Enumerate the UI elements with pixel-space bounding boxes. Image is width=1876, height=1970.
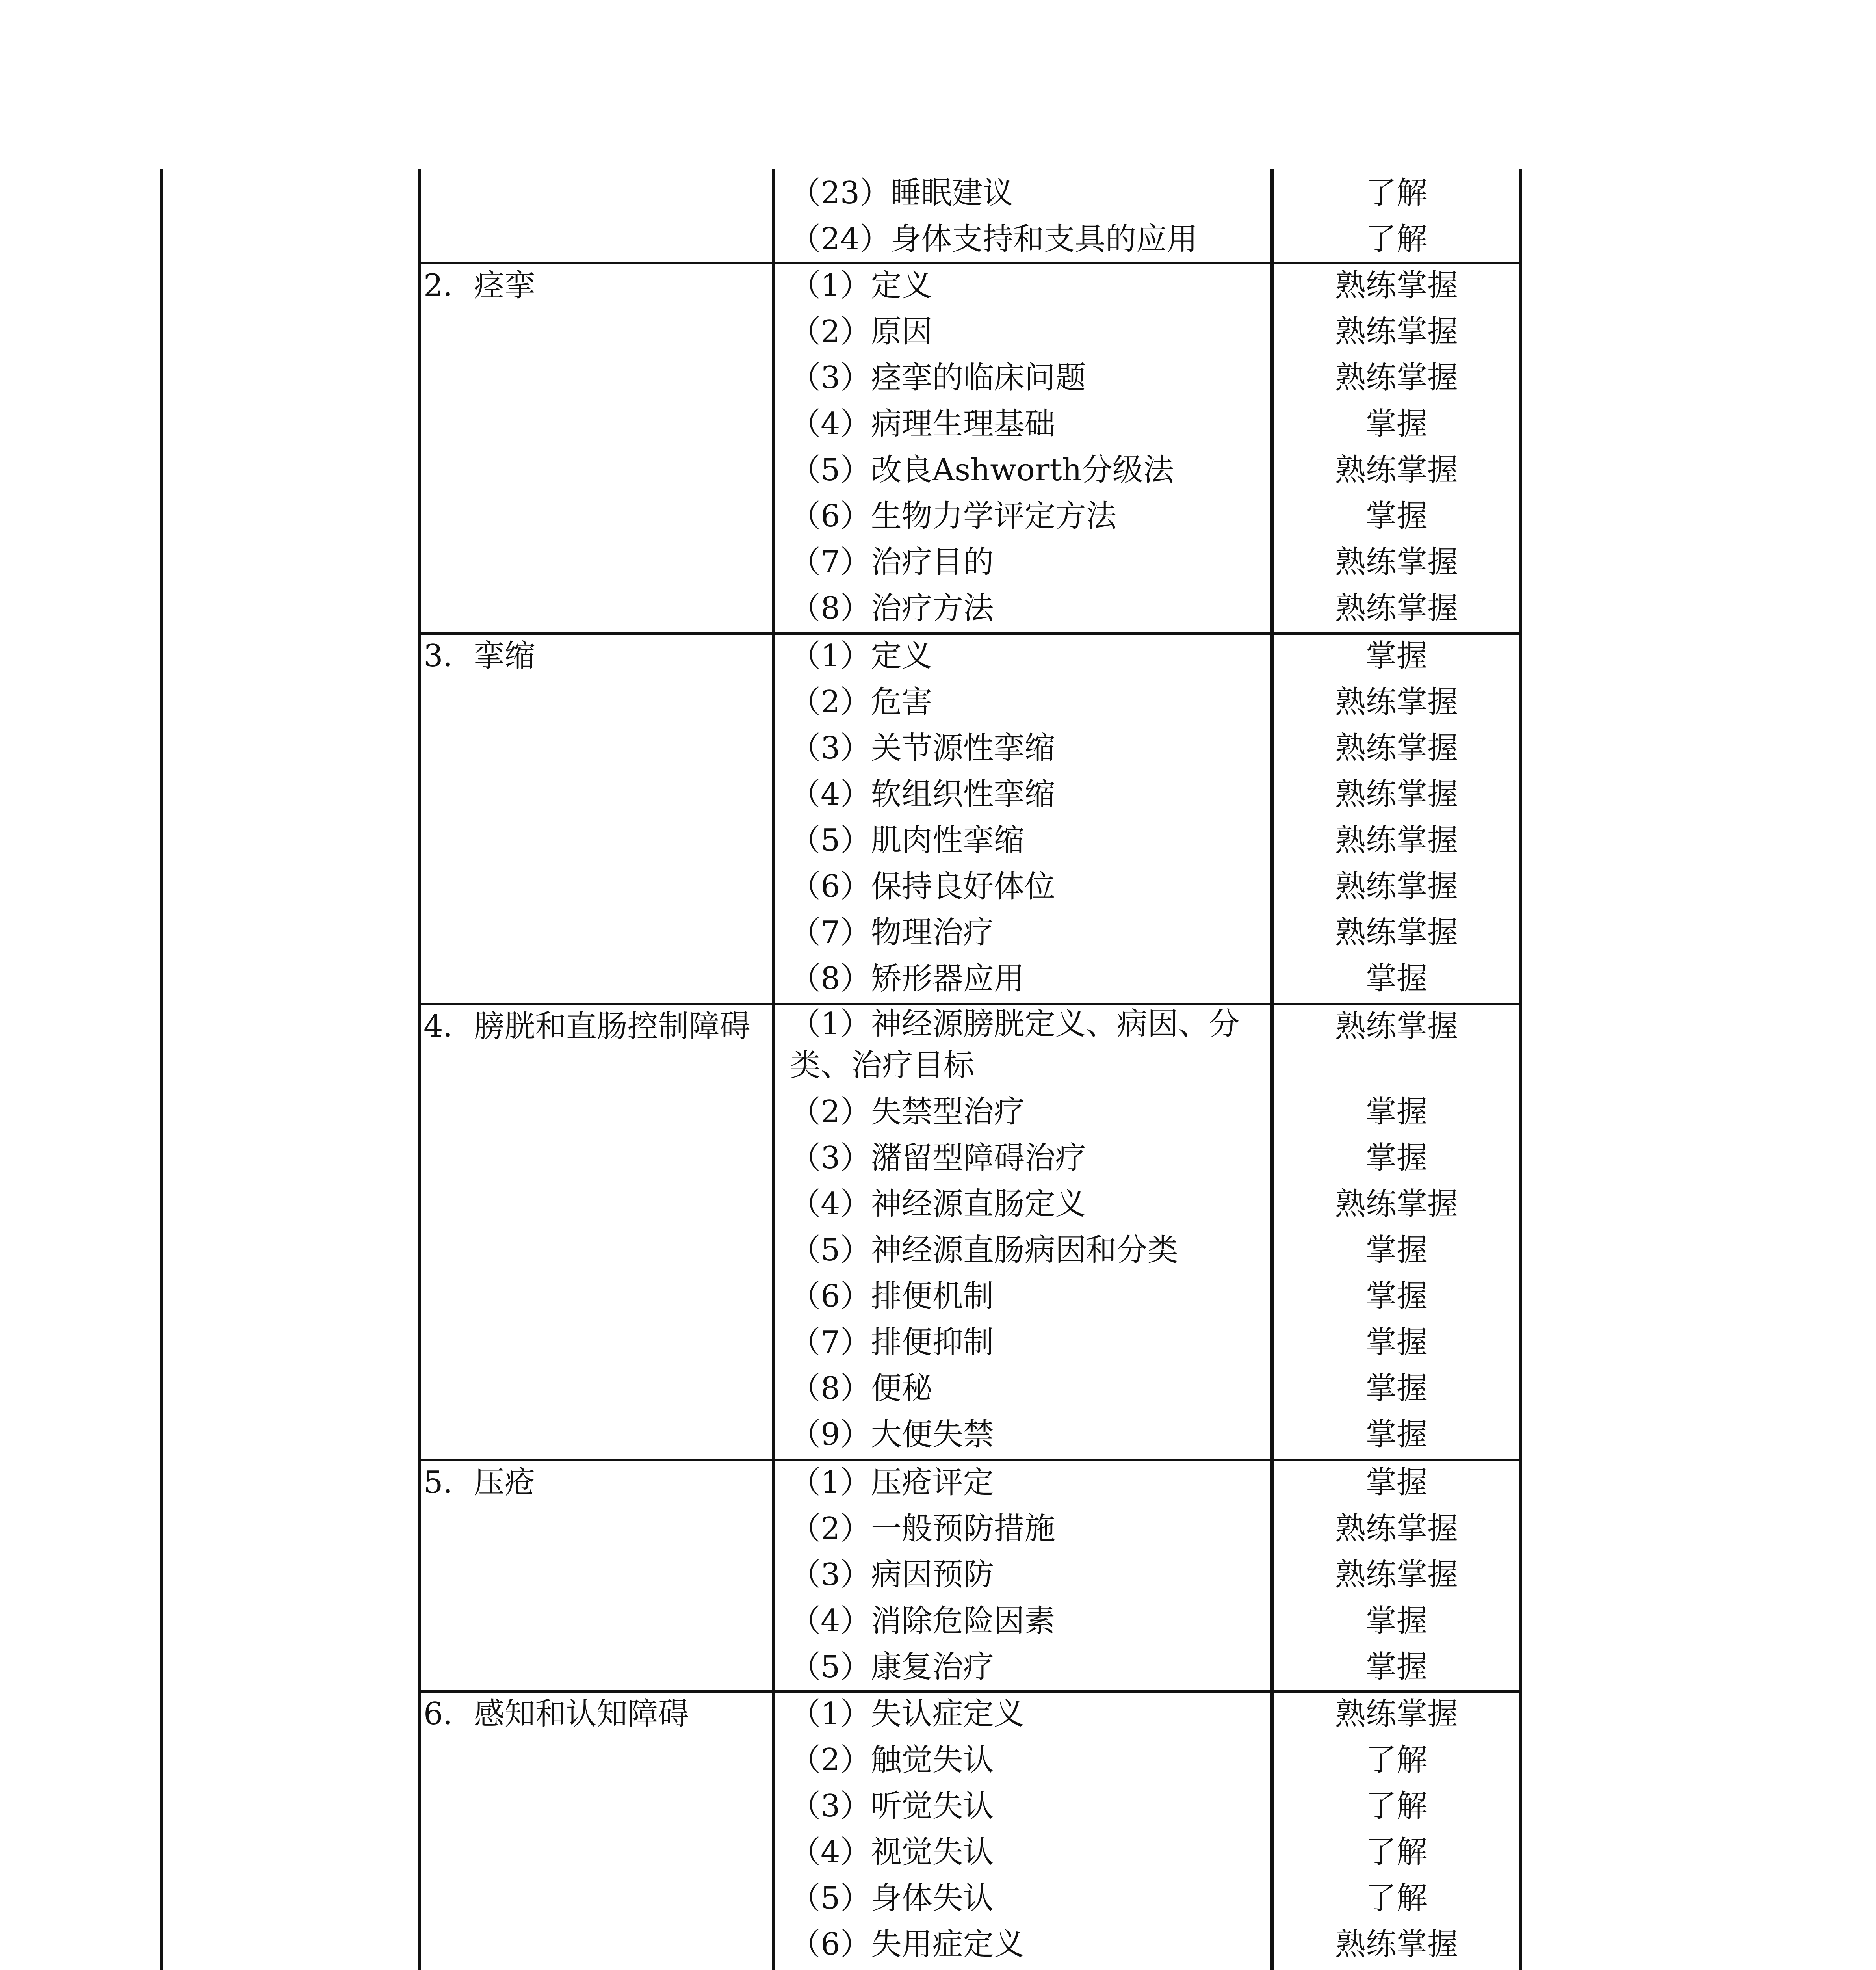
table-item-level: 熟练掌握	[1335, 915, 1458, 950]
table-item-label: （4）消除危险因素	[790, 1603, 1055, 1639]
table-item-label: （3）病因预防	[790, 1557, 994, 1593]
table-item-level: 掌握	[1365, 1603, 1427, 1639]
table-item-level: 掌握	[1365, 498, 1427, 534]
table-item-level: 了解	[1365, 1881, 1427, 1916]
table-item-level: 掌握	[1365, 961, 1427, 996]
table-item-label: （6）生物力学评定方法	[790, 498, 1117, 534]
table-item-level: 掌握	[1365, 1140, 1427, 1176]
table-item-label: （4）神经源直肠定义	[790, 1186, 1086, 1222]
table-item-label: （3）关节源性挛缩	[790, 730, 1055, 766]
table-item-label: （6）失用症定义	[790, 1927, 1025, 1962]
table-item-level: 熟练掌握	[1335, 314, 1458, 349]
table-item-level: 熟练掌握	[1335, 1186, 1458, 1222]
table-topic: 5．压疮	[423, 1465, 535, 1500]
table-item-level: 掌握	[1365, 1417, 1427, 1452]
table-item-level: 熟练掌握	[1335, 823, 1458, 858]
table-item-level: 熟练掌握	[1335, 1696, 1458, 1732]
table-item-label: （1）压疮评定	[790, 1465, 994, 1500]
table-item-level: 熟练掌握	[1335, 684, 1458, 720]
table-item-label: （9）大便失禁	[790, 1417, 994, 1452]
table-item-label: （2）危害	[790, 684, 932, 720]
table-topic: 3．挛缩	[423, 638, 535, 674]
column-divider-topic	[418, 169, 421, 1970]
table-item-label: （2）失禁型治疗	[790, 1094, 1025, 1130]
table-item-level: 了解	[1365, 175, 1427, 211]
table-item-level: 了解	[1365, 1742, 1427, 1778]
table-item-label: （2）一般预防措施	[790, 1511, 1055, 1546]
table-item-label: （4）病理生理基础	[790, 406, 1055, 442]
table-item-level: 熟练掌握	[1335, 1927, 1458, 1962]
table-item-level: 熟练掌握	[1335, 1009, 1458, 1044]
table-item-label: （5）改良Ashworth分级法	[790, 452, 1174, 488]
table-item-level: 掌握	[1365, 1649, 1427, 1685]
table-item-label: （2）原因	[790, 314, 932, 349]
table-topic: 6．感知和认知障碍	[423, 1696, 689, 1732]
table-item-label: （4）软组织性挛缩	[790, 777, 1055, 812]
column-divider-level	[1270, 169, 1274, 1970]
table-topic: 2．痉挛	[423, 268, 535, 303]
table-item-level: 熟练掌握	[1335, 730, 1458, 766]
table-item-label: （8）治疗方法	[790, 591, 994, 626]
table-item-label: （1）定义	[790, 268, 932, 303]
table-item-level: 了解	[1365, 221, 1427, 257]
table-item-level: 掌握	[1365, 1371, 1427, 1406]
table-item-label: （24）身体支持和支具的应用	[790, 221, 1198, 257]
table-item-label: （3）潴留型障碍治疗	[790, 1140, 1086, 1176]
table-item-level: 熟练掌握	[1335, 777, 1458, 812]
table-item-label: （5）康复治疗	[790, 1649, 994, 1685]
table-item-label	[790, 1968, 1086, 1970]
table-item-level: 熟练掌握	[1335, 452, 1458, 488]
table-item-label: （3）痉挛的临床问题	[790, 360, 1086, 396]
table-item-label: （7）排便抑制	[790, 1325, 994, 1360]
table-item-level: 掌握	[1365, 638, 1427, 674]
table-item-level	[1274, 1968, 1519, 1970]
table-item-label: （4）视觉失认	[790, 1834, 994, 1870]
table-item-level: 掌握	[1365, 1279, 1427, 1314]
table-item-label: （5）肌肉性挛缩	[790, 823, 1025, 858]
table-item-level: 掌握	[1365, 1232, 1427, 1268]
column-divider-item	[772, 169, 775, 1970]
table-item-label: （2）触觉失认	[790, 1742, 994, 1778]
table-item-level: 熟练掌握	[1335, 268, 1458, 303]
table-item-label: （1）神经源膀胱定义、病因、分类、治疗目标	[790, 1006, 1240, 1083]
table-item-label: （6）排便机制	[790, 1279, 994, 1314]
table-item-level: 熟练掌握	[1335, 869, 1458, 904]
table-item-level: 掌握	[1365, 1094, 1427, 1130]
table-item-label: （1）失认症定义	[790, 1696, 1025, 1732]
table-item-level: 了解	[1365, 1788, 1427, 1824]
table-item-label: （5）神经源直肠病因和分类	[790, 1232, 1178, 1268]
table-topic: 4．膀胱和直肠控制障碍	[423, 1009, 750, 1044]
outer-left-border	[160, 169, 163, 1970]
table-item-level: 熟练掌握	[1335, 1511, 1458, 1546]
table-item-level: 熟练掌握	[1335, 591, 1458, 626]
table-item-label: （7）物理治疗	[790, 915, 994, 950]
outer-right-border	[1519, 169, 1522, 1970]
table-item-label: （3）听觉失认	[790, 1788, 994, 1824]
table-item-label: （5）身体失认	[790, 1881, 994, 1916]
table-item-label: （1）定义	[790, 638, 932, 674]
table-item-level: 掌握	[1365, 1325, 1427, 1360]
table-item-level: 掌握	[1365, 406, 1427, 442]
table-item-label: （8）便秘	[790, 1371, 932, 1406]
table-item-level: 熟练掌握	[1335, 1557, 1458, 1593]
table-item-level: 熟练掌握	[1335, 360, 1458, 396]
table-item-label: （8）矫形器应用	[790, 961, 1025, 996]
table-item-label: （23）睡眠建议	[790, 175, 1014, 211]
table-item-level: 熟练掌握	[1335, 545, 1458, 580]
table-item-level: 了解	[1365, 1834, 1427, 1870]
table-item-label: （6）保持良好体位	[790, 869, 1055, 904]
table-item-level: 掌握	[1365, 1465, 1427, 1500]
table-item-label: （7）治疗目的	[790, 545, 994, 580]
